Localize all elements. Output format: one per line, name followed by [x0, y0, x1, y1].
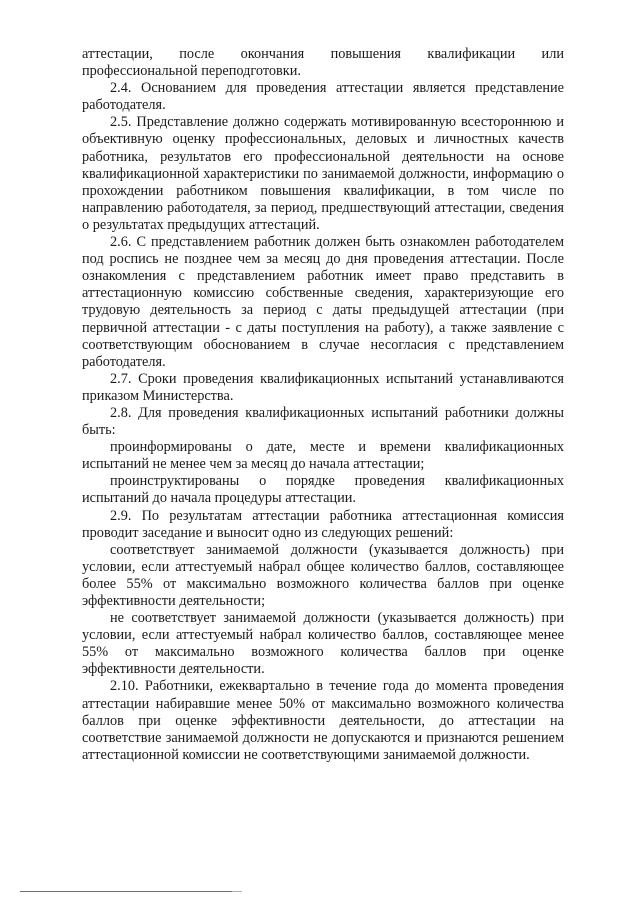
paragraph-2-9: 2.9. По результатам аттестации работника аттестационная комиссия проводит заседание и выносит одно из следующих решений: — [82, 507, 564, 541]
paragraph-continuation: аттестации, после окончания повышения квалификации или профессиональной переподготовки. — [82, 46, 564, 80]
paragraph-2-8: 2.8. Для проведения квалификационных испытаний работники должны быть: — [82, 404, 564, 439]
paragraph-2-8-item-informed: проинформированы о дате, месте и времени квалификационных испытаний не менее чем за месяц до начала аттестации; — [82, 439, 564, 473]
paragraph-2-7: 2.7. Сроки проведения квалификационных испытаний устанавливаются приказом Министерства. — [82, 370, 564, 404]
footer-rule-end — [232, 891, 242, 892]
paragraph-2-9-item-not-conforms: не соответствует занимаемой должности (указывается должность) при условии, если аттестуемый набрал количество баллов, составляющее менее 55% от максимально возможного количества баллов при оценке эффективности деятельности. — [82, 610, 564, 678]
document-body — [82, 46, 564, 764]
paragraph-2-6: 2.6. С представлением работник должен быть ознакомлен работодателем под роспись не позднее чем за месяц до дня проведения аттестации. После ознакомления с представлением работник имеет право представить в аттестационную комиссию собственные сведения, характеризующие его трудовую деятельность за период с даты предыдущей аттестации (при первичной аттестации - с даты поступления на работу), а также заявление с соответствующим обоснованием в случае несогласия с представлением работодателя. — [82, 234, 564, 370]
footer-rule — [20, 891, 232, 892]
paragraph-2-8-item-instructed: проинструктированы о порядке проведения квалификационных испытаний до начала процедуры аттестации. — [82, 473, 564, 507]
paragraph-2-10: 2.10. Работники, ежеквартально в течение года до момента проведения аттестации набиравшие менее 50% от максимально возможного количества баллов при оценке эффективности деятельности, до аттестации на соответствие занимаемой должности не допускаются и признаются решением аттестационной комиссии не соответствующими занимаемой должности. — [82, 678, 564, 763]
paragraph-2-9-item-conforms: соответствует занимаемой должности (указывается должность) при условии, если аттестуемый набрал общее количество баллов, составляющее более 55% от максимально возможного количества баллов при оценке эффективности деятельности; — [82, 541, 564, 609]
paragraph-2-5: 2.5. Представление должно содержать мотивированную всестороннюю и объективную оценку профессиональных, деловых и личностных качеств работника, результатов его профессиональной деятельности на основе квалификационной характеристики по занимаемой должности, информацию о прохождении работником повышения квалификации, в том числе по направлению работодателя, за период, предшествующий аттестации, сведения о результатах предыдущих аттестаций. — [82, 114, 564, 233]
paragraph-2-4: 2.4. Основанием для проведения аттестации является представление работодателя. — [82, 80, 564, 114]
